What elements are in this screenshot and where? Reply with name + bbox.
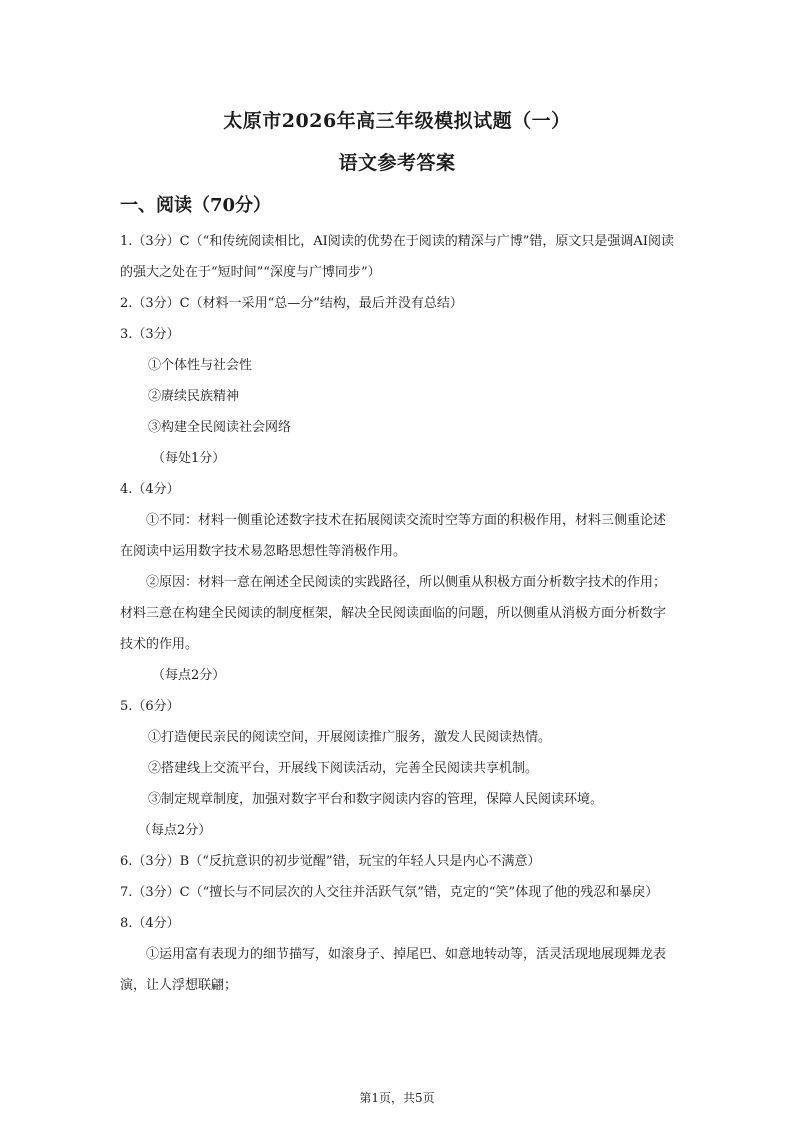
answer-item: 7.（3分）C（“擅长与不同层次的人交往并活跃气氛”错，克定的“笑”体现了他的残忍和暴戾） — [120, 885, 659, 900]
answer-point: ①个体性与社会性 — [148, 358, 253, 373]
answer-point: ①打造便民亲民的阅读空间，开展阅读推广服务，激发人民阅读热情。 — [148, 730, 552, 745]
answer-point: ①运用富有表现力的细节描写，如滚身子、掉尾巴、如意地转动等，活灵活现地展现舞龙表演，让人浮想联翩； — [120, 947, 667, 993]
answer-item: 8.（4分） — [120, 916, 180, 931]
document-title: 太原市2026年高三年级模拟试题（一） — [223, 110, 571, 132]
answer-item: 1.（3分）C（“和传统阅读相比，AI阅读的优势在于阅读的精深与广博”错，原文只是强调AI阅读的强大之处在于“短时间”“深度与广博同步”） — [120, 234, 674, 280]
score-note: （每点2分） — [152, 668, 226, 683]
document-subtitle: 语文参考答案 — [338, 152, 456, 174]
answer-point: ③构建全民阅读社会网络 — [148, 420, 292, 435]
answer-content — [120, 226, 676, 1001]
section-heading: 一、阅读（70分） — [120, 195, 272, 216]
answer-point: ②原因：材料一意在阐述全民阅读的实践路径，所以侧重从积极方面分析数字技术的作用；材料三意在构建全民阅读的制度框架，解决全民阅读面临的问题，所以侧重从消极方面分析数字技术的作用。 — [120, 575, 667, 652]
answer-point: ②搭建线上交流平台，开展线下阅读活动，完善全民阅读共享机制。 — [148, 761, 539, 776]
score-note: （每点2分） — [138, 823, 212, 838]
score-note: （每处1分） — [152, 451, 226, 466]
answer-item: 3.（3分） — [120, 327, 180, 342]
answer-item: 4.（4分） — [120, 482, 180, 497]
answer-point: ③制定规章制度，加强对数字平台和数字阅读内容的管理，保障人民阅读环境。 — [148, 792, 604, 807]
answer-item: 5.（6分） — [120, 699, 180, 714]
page-number: 第1页，共5页 — [359, 1091, 435, 1105]
answer-point: ①不同：材料一侧重论述数字技术在拓展阅读交流时空等方面的积极作用，材料三侧重论述在阅读中运用数字技术易忽略思想性等消极作用。 — [120, 513, 667, 559]
answer-point: ②赓续民族精神 — [148, 389, 240, 404]
answer-item: 6.（3分）B（“反抗意识的初步觉醒”错，玩宝的年轻人只是内心不满意） — [120, 854, 541, 869]
answer-item: 2.（3分）C（材料一采用“总—分”结构，最后并没有总结） — [120, 296, 463, 311]
